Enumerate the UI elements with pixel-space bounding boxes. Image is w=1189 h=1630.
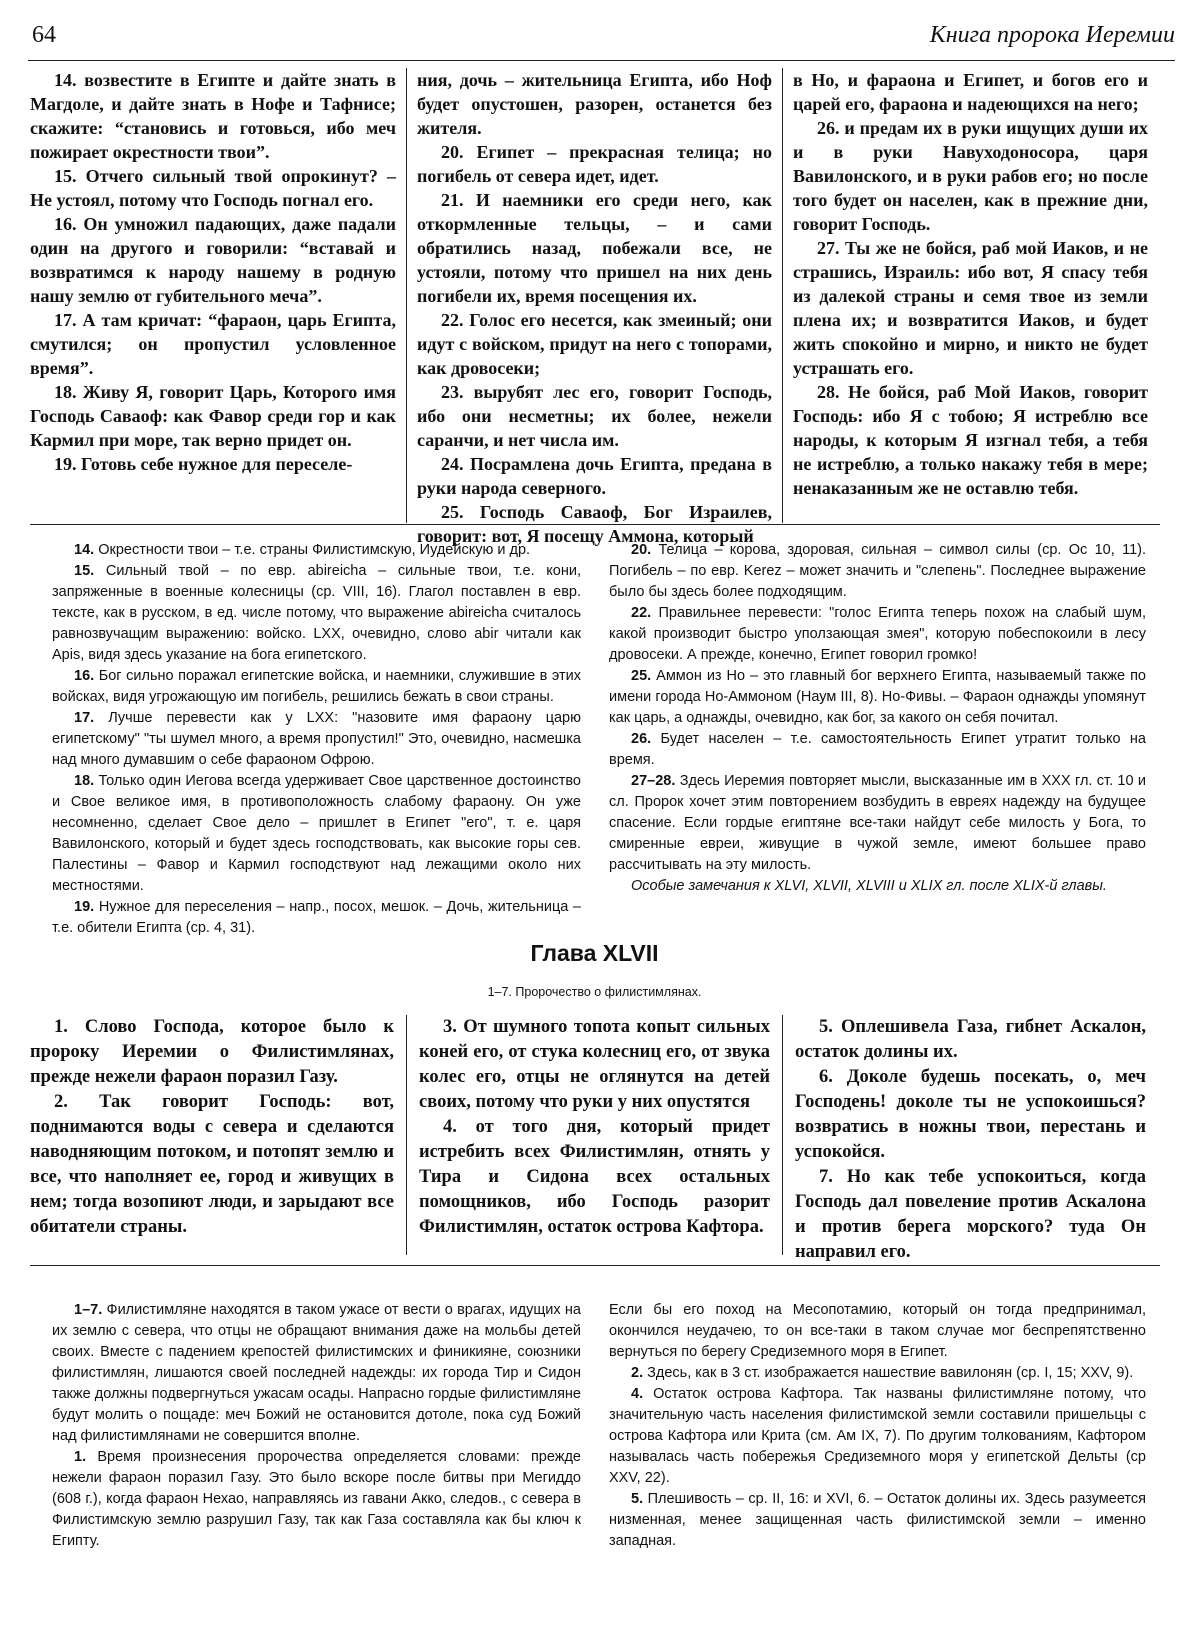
text-column-2 bbox=[406, 68, 782, 546]
text: Только один Иегова всегда удерживает Свое царственное достоинство и Свое великое имя, в противоположность слабому фараону. Он уже несомненно, сделает Свое дело – пришлет в Египет "его", т. е. царя Вавилонского, который и будет здесь господствовать, как высокие горы сев. Палестины – Фавор и Кармил господствуют над лежащими около них местностями. bbox=[52, 773, 581, 894]
text: 2. bbox=[631, 1365, 644, 1381]
text: Здесь, как в 3 ст. изображается нашествие вавилонян (ср. I, 15; XXV, 9). bbox=[647, 1365, 1134, 1381]
note bbox=[52, 561, 581, 666]
text: Будет населен – т.е. самостоятельность Египет утратит только на время. bbox=[609, 731, 1146, 768]
verse: 20. Египет – прекрасная телица; но погибель от севера идет, идет. bbox=[417, 142, 772, 186]
text: 4. bbox=[631, 1386, 644, 1402]
text: Лучше перевести как у LXX: "назовите имя фараону царю египетскому" "ты шумел много, а время пропустил!" Это, очевидно, насмешка над много думавшим о себе фараоном Офрою. bbox=[52, 710, 581, 768]
text: 22. bbox=[631, 605, 652, 621]
text: Филистимляне находятся в таком ужасе от вести о врагах, идущих на их землю с севера, что отцы не обращают внимания даже на мольбы детей своих. Вместе с падением крепостей филистимских и финикияне, союзники филистимлян, лишаются своей последней надежды: их города Тир и Сидон также должны подвергнуться ужасам осады. Напрасно гордые филистимляне будут молить о пощаде: меч Божий не остановится дотоле, пока суд Божий над филистимлянами не совершится вполне. bbox=[52, 1302, 581, 1444]
note bbox=[609, 666, 1146, 729]
text: Особые замечания к XLVI, XLVII, XLVIII и XLIX гл. после XLIX-й главы. bbox=[631, 878, 1107, 894]
text: 1. bbox=[74, 1449, 87, 1465]
verse: 27. Ты же не бойся, раб мой Иаков, и не страшись, Израиль: ибо вот, Я спасу тебя из далекой страны и семя твое из земли плена их; и возвратится Иаков, и будет жить спокойно и мирно, и никто не будет устрашать его. bbox=[793, 238, 1148, 378]
commentary-column-2 bbox=[595, 540, 1160, 920]
text: Телица – корова, здоровая, сильная – символ силы (ср. Ос 10, 11). Погибель – по евр. Kerez – может значить и "слепень". Последнее выражение было бы здесь более подходящим. bbox=[609, 542, 1147, 600]
chapter-title: Глава XLVII bbox=[530, 940, 659, 966]
text: 27–28. bbox=[631, 773, 676, 789]
text-column-3 bbox=[782, 68, 1158, 523]
verse: 17. А там кричат: “фараон, царь Египта, смутился; он пропустил условленное время”. bbox=[30, 310, 396, 378]
verse: 21. И наемники его среди него, как откормленные тельцы, – и сами обратились назад, побежали все, не устояли, потому что пришел на них день погибели их, время посещения их. bbox=[417, 190, 772, 306]
commentary-column-2 bbox=[595, 1300, 1160, 1620]
text: 17. bbox=[74, 710, 95, 726]
text: Время произнесения пророчества определяется словами: прежде нежели фараон поразил Газу. Это было вскоре после битвы при Мегиддо (608 г.), когда фараон Нехао, направляясь из гавани Акко, следов., с севера в Филистимскую землю разрушил Газу, так как Газа составляла как бы ключ к Египту. bbox=[52, 1449, 581, 1549]
verse: 19. Готовь себе нужное для переселе- bbox=[54, 454, 353, 474]
text: 16. bbox=[74, 668, 95, 684]
text: 25. bbox=[631, 668, 652, 684]
verse: 3. От шумного топота копыт сильных коней его, от стука колесниц его, от звука колес его, отцы не оглянутся на детей своих, потому что руки у них опустятся bbox=[419, 1017, 770, 1112]
verse: 18. Живу Я, говорит Царь, Которого имя Господь Саваоф: как Фавор среди гор и как Кармил при море, так верно придет он. bbox=[30, 382, 396, 450]
verse: 28. Не бойся, раб Мой Иаков, говорит Господь: ибо Я с тобою; Я истреблю все народы, к которым Я изгнал тебя, а тебя не истреблю, а только накажу тебя в мере; ненаказанным же не оставлю тебя. bbox=[793, 382, 1148, 498]
commentary-bottom bbox=[30, 1300, 1160, 1620]
note bbox=[609, 1384, 1146, 1489]
verse: в Но, и фараона и Египет, и богов его и царей его, фараона и надеющихся на него; bbox=[793, 70, 1148, 114]
verse: ния, дочь – жительница Египта, ибо Ноф будет опустошен, разорен, останется без жителя. bbox=[417, 70, 772, 138]
divider-rule bbox=[30, 524, 1160, 525]
page-number: 64 bbox=[32, 22, 56, 48]
note bbox=[609, 1363, 1146, 1384]
verse: 7. Но как тебе успокоиться, когда Господь дал повеление против Аскалона и против берега морского? туда Он направил его. bbox=[795, 1167, 1146, 1262]
note bbox=[52, 897, 581, 939]
text: Плешивость – ср. II, 16: и XVI, 6. – Остаток долины их. Здесь разумеется низменная, менее защищенная часть филистимской земли – именно западная. bbox=[609, 1491, 1146, 1549]
verse: 6. Доколе будешь посекать, о, меч Господень! доколе ты не успокоишься? возвратись в ножны твои, перестань и успокойся. bbox=[795, 1067, 1146, 1162]
text: Бог сильно поражал египетские войска, и наемники, служившие в этих войсках, видя угрожающую им погибель, решились бежать в свои страны. bbox=[52, 668, 581, 705]
verse: 14. возвестите в Египте и дайте знать в Магдоле, и дайте знать в Нофе и Тафнисе; скажите: “становись и готовься, ибо меч пожирает окрестности твои”. bbox=[30, 70, 396, 162]
text: Здесь Иеремия повторяет мысли, высказанные им в XXX гл. ст. 10 и сл. Пророк хочет этим повторением возбудить в евреях надежду на будущее спасение. Если гордые египтяне все-таки найдут себе милость у Бога, то смиренные евреи, живущие в чужой земле, имеют большее право рассчитывать на эту милость. bbox=[609, 773, 1146, 873]
divider-rule bbox=[30, 1265, 1160, 1266]
text-column-2 bbox=[406, 1015, 782, 1255]
note bbox=[609, 729, 1146, 771]
verse: 26. и предам их в руки ищущих души их и в руки Навуходоносора, царя Вавилонского, и в руки рабов его; но после того будет он населен, как в прежние дни, говорит Господь. bbox=[793, 118, 1148, 234]
commentary-column-1 bbox=[30, 1300, 595, 1620]
verse: 5. Оплешивела Газа, гибнет Аскалон, остаток долины их. bbox=[795, 1017, 1146, 1062]
verse: 2. Так говорит Господь: вот, поднимаются воды с севера и сделаются наводняющим потоком, и потопят землю и все, что наполняет ее, город и живущих в нем; тогда возопиют люди, и зарыдают все обитатели страны. bbox=[30, 1092, 394, 1237]
text-column-3 bbox=[782, 1015, 1158, 1262]
note bbox=[52, 540, 581, 561]
note bbox=[609, 1300, 1146, 1363]
page-header bbox=[28, 20, 1175, 61]
text: 19. bbox=[74, 899, 95, 915]
chapter-subtitle: 1–7. Пророчество о филистимлянах. bbox=[487, 985, 702, 999]
note bbox=[52, 666, 581, 708]
text: 1–7. bbox=[74, 1302, 103, 1318]
text: Аммон из Но – это главный бог верхнего Египта, называемый также по имени города Но-Аммоном (Наум III, 8). Но-Фивы. – Фараон однажды упомянут как царь, а однажды, очевидно, как бог, за какого он себя почитал. bbox=[609, 668, 1146, 726]
commentary-column-1 bbox=[30, 540, 595, 936]
running-title: Книга пророка Иеремии bbox=[929, 22, 1175, 48]
verse: 23. вырубят лес его, говорит Господь, ибо они несметны; их более, нежели саранчи, и нет числа им. bbox=[417, 382, 772, 450]
commentary-top bbox=[30, 540, 1160, 936]
verse: 15. Отчего сильный твой опрокинут? – Не устоял, потому что Господь погнал его. bbox=[30, 166, 396, 210]
text: Правильнее перевести: "голос Египта теперь похож на слабый шум, какой производит быстро уползающая змея", которую побеспокоили в лесу дровосеки. А прежде, конечно, Египет говорил громко! bbox=[609, 605, 1146, 663]
text: 14. bbox=[74, 542, 95, 558]
text-column-1 bbox=[30, 1015, 406, 1255]
text: Если бы его поход на Месопотамию, который он тогда предпринимал, окончился неудачею, то он все-таки в таком случае мог беспрепятственно вернуться по берегу Средиземного моря в Египет. bbox=[609, 1302, 1146, 1360]
note bbox=[52, 771, 581, 897]
text-column-1 bbox=[30, 68, 406, 523]
verse: 22. Голос его несется, как змеиный; они идут с войском, придут на него с топорами, как дровосеки; bbox=[417, 310, 772, 378]
text: Остаток острова Кафтора. Так названы филистимляне потому, что значительную часть населения филистимской земли составили пришельцы с острова Кафтора или Крита (см. Ам IX, 7). По другим толкованиям, Кафтором называлась часть побережья Средиземного моря у египетской Дельты (ср XXV, 22). bbox=[609, 1386, 1147, 1486]
text: 15. bbox=[74, 563, 95, 579]
verse: 16. Он умножил падающих, даже падали один на другого и говорили: “вставай и возвратимся к народу нашему в родную нашу землю от губительного меча”. bbox=[30, 214, 396, 306]
verse: 4. от того дня, который придет истребить всех Филистимлян, отнять у Тира и Сидона всех остальных помощников, ибо Господь разорит Филистимлян, остаток острова Кафтора. bbox=[419, 1117, 770, 1237]
note bbox=[609, 771, 1146, 876]
note bbox=[609, 540, 1146, 603]
text: 20. bbox=[631, 542, 652, 558]
note bbox=[52, 1447, 581, 1552]
verse: 24. Посрамлена дочь Египта, предана в руки народа северного. bbox=[417, 454, 772, 498]
text: 18. bbox=[74, 773, 95, 789]
verse: 25. Господь Саваоф, Бог Израилев, говорит: вот, Я посещу Аммона, который bbox=[417, 502, 772, 546]
note bbox=[609, 603, 1146, 666]
text: Окрестности твои – т.е. страны Филистимскую, Иудейскую и др. bbox=[98, 542, 531, 558]
note bbox=[609, 876, 1146, 897]
scripture-columns-chapter bbox=[30, 1015, 1160, 1262]
text: 5. bbox=[631, 1491, 644, 1507]
verse: 1. Слово Господа, которое было к пророку Иеремии о Филистимлянах, прежде нежели фараон поразил Газу. bbox=[30, 1017, 394, 1087]
text: Сильный твой – по евр. abireicha – сильные твои, т.е. кони, запряженные в военные колесницы (ср. VIII, 16). Глагол поставлен в евр. тексте, как в русском, в ед. числе потому, что выражение abireicha считалось равнозвучащим выражению: войско. LXX, очевидно, слово abir читали как Apis, видя здесь указание на бога египетского. bbox=[52, 563, 581, 663]
note bbox=[609, 1489, 1146, 1552]
note bbox=[52, 708, 581, 771]
note bbox=[52, 1300, 581, 1447]
scripture-columns-top bbox=[30, 68, 1160, 546]
text: 26. bbox=[631, 731, 652, 747]
text: Нужное для переселения – напр., посох, мешок. – Дочь, жительница – т.е. обители Египта (ср. 4, 31). bbox=[52, 899, 581, 936]
